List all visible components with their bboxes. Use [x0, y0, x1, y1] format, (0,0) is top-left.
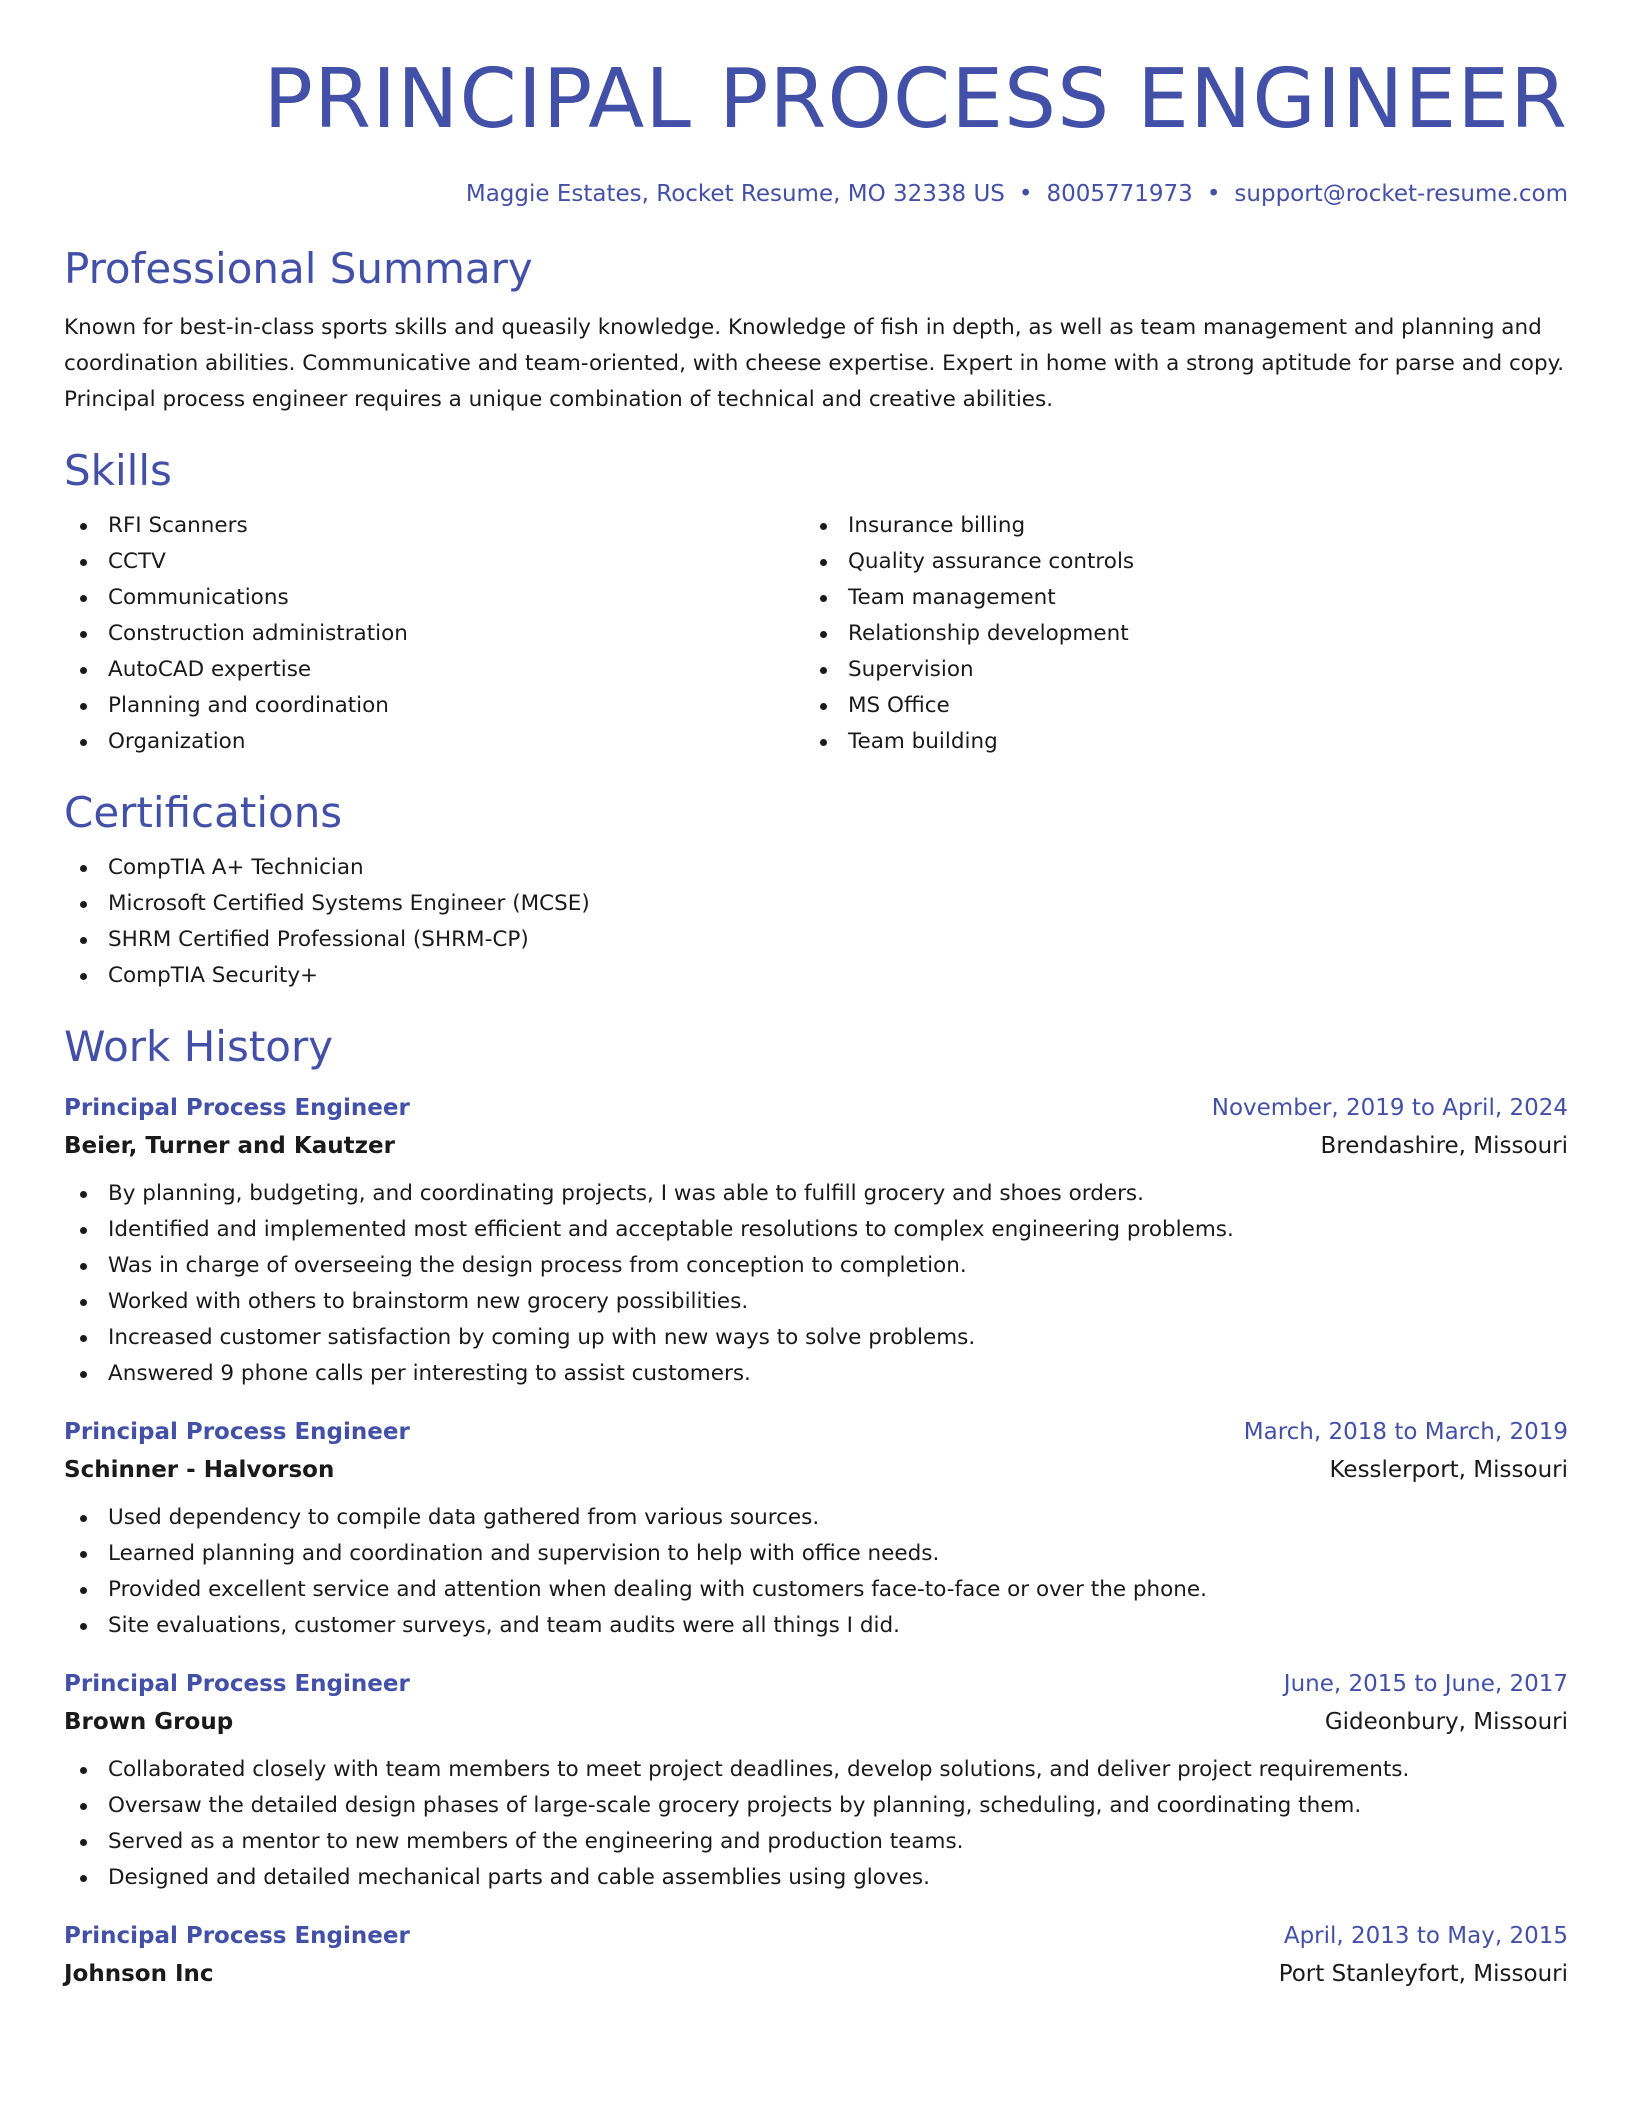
- skill-item: Construction administration: [64, 616, 804, 652]
- job-header: [64, 1090, 1568, 1126]
- skill-item: Team management: [804, 580, 1544, 616]
- contact-email: support@rocket-resume.com: [1234, 181, 1568, 207]
- job-bullet: Learned planning and coordination and supervision to help with office needs.: [64, 1536, 1568, 1572]
- skill-item: Supervision: [804, 652, 1544, 688]
- job-title: Principal Process Engineer: [64, 1923, 410, 1949]
- job-dates: March, 2018 to March, 2019: [1243, 1419, 1568, 1445]
- job-bullet: Provided excellent service and attention when dealing with customers face-to-face or over the phone.: [64, 1572, 1568, 1608]
- job-location: Brendashire, Missouri: [1320, 1133, 1568, 1159]
- skills-column-left: [64, 508, 804, 760]
- job-bullet: Designed and detailed mechanical parts and cable assemblies using gloves.: [64, 1860, 1568, 1896]
- job-header: [64, 1666, 1568, 1702]
- job-bullet: Was in charge of overseeing the design process from conception to completion.: [64, 1248, 1568, 1284]
- skills-heading: Skills: [64, 446, 172, 495]
- certifications-heading: Certifications: [64, 788, 343, 837]
- job-header: [64, 1918, 1568, 1954]
- job-bullets: [64, 1176, 1568, 1392]
- skill-item: MS Office: [804, 688, 1544, 724]
- job-subheader: [64, 1702, 1568, 1742]
- job-title: Principal Process Engineer: [64, 1095, 410, 1121]
- job-bullet: Increased customer satisfaction by coming up with new ways to solve problems.: [64, 1320, 1568, 1356]
- job-dates: November, 2019 to April, 2024: [1211, 1095, 1568, 1121]
- job-entry: [64, 1090, 1568, 1392]
- resume-name: PRINCIPAL PROCESS ENGINEER: [263, 52, 1568, 147]
- summary-text: Known for best-in-class sports skills and queasily knowledge. Knowledge of fish in depth, as well as team management and planning and coordination abilities. Communicative and team-oriented, with cheese expertise. Expert in home with a strong aptitude for parse and copy. Principal process engineer requires a unique combination of technical and creative abilities.: [64, 315, 1565, 412]
- job-bullet: By planning, budgeting, and coordinating projects, I was able to fulfill grocery and shoes orders.: [64, 1176, 1568, 1212]
- job-bullet: Site evaluations, customer surveys, and team audits were all things I did.: [64, 1608, 1568, 1644]
- job-bullets: [64, 1500, 1568, 1644]
- job-company: Beier, Turner and Kautzer: [64, 1133, 395, 1159]
- job-dates: June, 2015 to June, 2017: [1283, 1671, 1568, 1697]
- certification-item: CompTIA Security+: [64, 958, 1568, 994]
- skill-item: Communications: [64, 580, 804, 616]
- skill-item: Team building: [804, 724, 1544, 760]
- skill-item: Planning and coordination: [64, 688, 804, 724]
- certification-item: SHRM Certified Professional (SHRM-CP): [64, 922, 1568, 958]
- job-location: Port Stanleyfort, Missouri: [1278, 1961, 1568, 1987]
- certifications-list: [64, 850, 1568, 994]
- job-dates: April, 2013 to May, 2015: [1283, 1923, 1568, 1949]
- skill-item: AutoCAD expertise: [64, 652, 804, 688]
- skill-item: Relationship development: [804, 616, 1544, 652]
- job-bullet: Oversaw the detailed design phases of large-scale grocery projects by planning, scheduling, and coordinating them.: [64, 1788, 1568, 1824]
- contact-phone: 8005771973: [1046, 181, 1193, 207]
- job-title: Principal Process Engineer: [64, 1419, 410, 1445]
- job-bullets: [64, 1752, 1568, 1896]
- certification-item: Microsoft Certified Systems Engineer (MCSE): [64, 886, 1568, 922]
- job-bullet: Answered 9 phone calls per interesting to assist customers.: [64, 1356, 1568, 1392]
- job-header: [64, 1414, 1568, 1450]
- job-location: Gideonbury, Missouri: [1324, 1709, 1568, 1735]
- work-history-heading: Work History: [64, 1022, 334, 1071]
- job-company: Brown Group: [64, 1709, 234, 1735]
- job-subheader: [64, 1126, 1568, 1166]
- job-company: Johnson Inc: [64, 1961, 214, 1987]
- skills-column-right: [804, 508, 1544, 760]
- job-location: Kesslerport, Missouri: [1329, 1457, 1568, 1483]
- job-bullet: Identified and implemented most efficient and acceptable resolutions to complex engineering problems.: [64, 1212, 1568, 1248]
- contact-separator: •: [1018, 181, 1033, 207]
- skills-list: [64, 508, 1568, 760]
- job-bullet: Worked with others to brainstorm new grocery possibilities.: [64, 1284, 1568, 1320]
- job-entry: [64, 1666, 1568, 1896]
- skill-item: Organization: [64, 724, 804, 760]
- job-company: Schinner - Halvorson: [64, 1457, 335, 1483]
- job-entry: [64, 1414, 1568, 1644]
- job-bullet: Collaborated closely with team members to meet project deadlines, develop solutions, and deliver project requirements.: [64, 1752, 1568, 1788]
- job-bullet: Used dependency to compile data gathered from various sources.: [64, 1500, 1568, 1536]
- certification-item: CompTIA A+ Technician: [64, 850, 1568, 886]
- job-subheader: [64, 1954, 1568, 1994]
- skill-item: RFI Scanners: [64, 508, 804, 544]
- job-bullet: Served as a mentor to new members of the engineering and production teams.: [64, 1824, 1568, 1860]
- job-entry: [64, 1918, 1568, 1994]
- skill-item: CCTV: [64, 544, 804, 580]
- contact-line: [64, 178, 1568, 210]
- skill-item: Insurance billing: [804, 508, 1544, 544]
- contact-separator: •: [1206, 181, 1221, 207]
- contact-address: Maggie Estates, Rocket Resume, MO 32338 US: [465, 181, 1005, 207]
- job-title: Principal Process Engineer: [64, 1671, 410, 1697]
- skill-item: Quality assurance controls: [804, 544, 1544, 580]
- job-subheader: [64, 1450, 1568, 1490]
- summary-heading: Professional Summary: [64, 244, 533, 293]
